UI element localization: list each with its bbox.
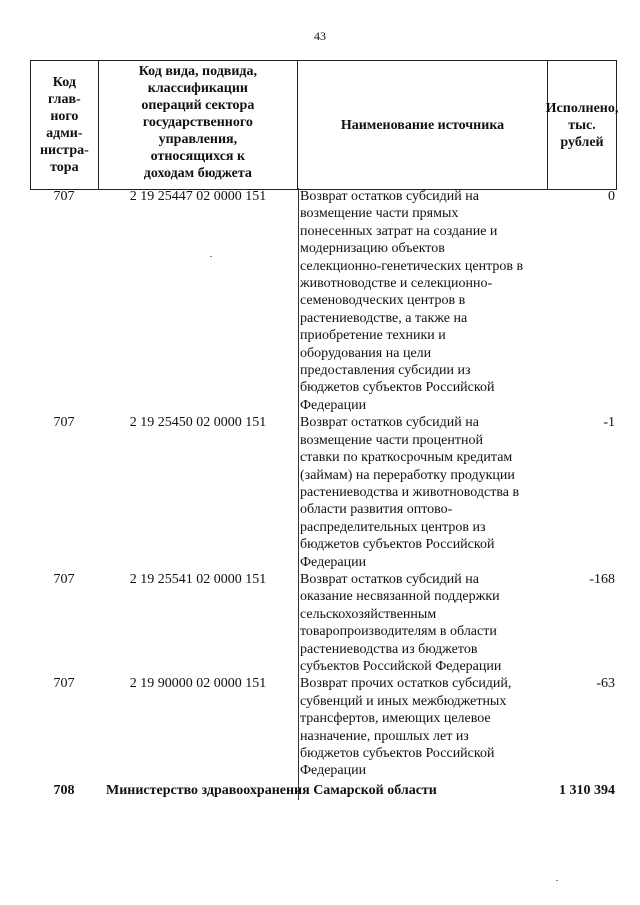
page-number: 43 [314,29,326,43]
source-name-line: понесенных затрат на создание и [300,223,498,239]
total-amount: 1 310 394 [559,782,615,798]
header-executed-amount [545,61,619,189]
source-name-line: трансфертов, имеющих целевое [300,711,491,727]
header-admin-line: тора [50,160,79,175]
source-name-line: Возврат остатков субсидий на [300,189,479,204]
classification-code-cell: 2 19 25447 02 0000 151 [129,189,267,204]
classification-code-cell: 2 19 25541 02 0000 151 [129,571,267,587]
header-code-line: операций сектора [141,98,255,113]
source-name-line: сельскохозяйственным [300,606,437,622]
scan-speck [556,880,558,881]
source-name-line: товаропроизводителям в области [300,624,497,640]
table-row [30,675,617,779]
header-admin-line: ного [50,109,79,124]
source-name-line: области развития оптово- [300,502,453,518]
source-name-line: субъектов Российской Федерации [300,658,502,674]
table-row [30,571,617,675]
source-name-line: Возврат остатков субсидий на [300,571,479,587]
header-code-line: государственного [142,115,253,130]
header-admin-code [31,61,99,189]
source-name-line: Федерации [300,397,367,413]
source-name-line: Возврат остатков субсидий на [300,415,479,431]
header-admin-line: глав- [47,92,81,107]
amount-cell: -1 [603,415,615,431]
header-code-line: управления, [158,132,238,147]
amount-cell: -168 [589,571,615,587]
classification-code-cell: 2 19 90000 02 0000 151 [129,676,267,692]
header-code-line: Код вида, подвида, [138,64,258,79]
scan-speck [210,256,212,257]
source-name-line: приобретение техники и [300,328,446,344]
total-row [30,782,617,799]
header-amount-line: Исполнено, [545,100,619,116]
source-name-line: животноводстве и селекционно- [300,276,493,292]
header-code-line: классификации [147,81,248,96]
table-row [30,188,617,414]
total-admin-code: 708 [53,782,75,798]
source-name-line: растениеводства из бюджетов [300,641,478,657]
source-name-line: семеноводческих центров в [300,293,466,309]
header-classification-code [99,61,298,189]
amount-cell: -63 [596,676,615,692]
header-amount-line: тыс. рублей [560,117,604,150]
header-admin-line: адми- [46,126,83,141]
source-name-line: Федерации [300,554,367,570]
header-source-name: Наименование источника [298,61,548,189]
source-name-line: назначение, прошлых лет из [300,728,469,744]
source-name-line: возмещение части процентной [300,432,483,448]
source-name-line: бюджетов субъектов Российской [300,537,495,553]
source-name-line: бюджетов субъектов Российской [300,380,495,396]
source-name-cell [298,571,549,675]
source-name-line: растениеводстве, а также на [300,310,468,326]
source-name-cell [298,675,549,779]
source-name-line: ставки по краткосрочным кредитам [300,450,513,466]
header-code-line: доходам бюджета [143,166,252,181]
source-name-line: оказание несвязанной поддержки [300,589,500,605]
table-body [30,188,617,799]
source-name-line: бюджетов субъектов Российской [300,746,495,761]
source-name-line: предоставления субсидии из [300,363,471,379]
source-name-cell [298,188,549,414]
source-name-line: (займам) на переработку продукции [300,467,515,483]
header-admin-line: нистра- [39,143,89,158]
source-name-line: Федерации [300,763,367,779]
header-admin-line: Код [52,75,76,90]
source-name-line: Возврат прочих остатков субсидий, [300,676,512,692]
source-name-line: субвенций и иных межбюджетных [300,693,507,709]
source-name-line: модернизацию объектов [300,241,445,257]
source-name-line: оборудования на цели [300,345,432,361]
table-header [30,60,617,190]
source-name-line: распределительных центров из [300,519,486,535]
source-name-line: селекционно-генетических центров в [300,258,524,274]
admin-code-cell: 707 [53,571,75,587]
source-name-line: возмещение части прямых [300,206,459,222]
classification-code-cell: 2 19 25450 02 0000 151 [129,415,267,431]
header-code-line: относящихся к [150,149,246,164]
source-name-line: растениеводства и животноводства в [300,484,520,500]
admin-code-cell: 707 [53,189,75,204]
amount-cell: 0 [608,189,615,204]
total-ministry-name: Министерство здравоохранения Самарской области [106,782,437,798]
table-row [30,414,617,571]
admin-code-cell: 707 [53,415,75,431]
source-name-cell [298,414,549,571]
admin-code-cell: 707 [53,676,75,692]
